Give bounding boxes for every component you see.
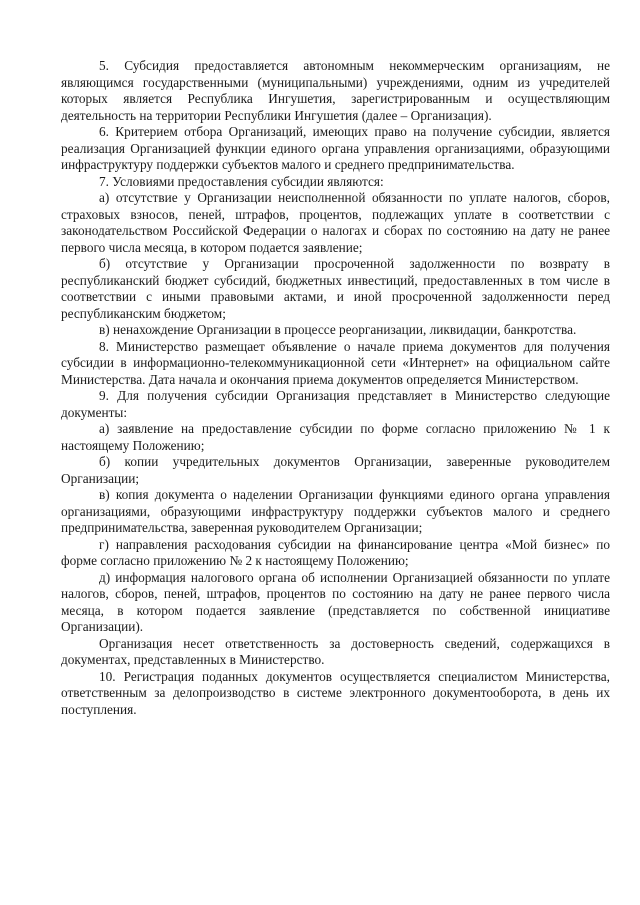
paragraph-item-10: 10. Регистрация поданных документов осуществляется специалистом Министерства, ответственным за делопроизводство в системе электронного документооборота, в день их поступления. xyxy=(61,668,610,717)
paragraph-subitem-9b: б) копии учредительных документов Организации, заверенные руководителем Организации; xyxy=(61,454,610,486)
document-body xyxy=(61,58,610,718)
paragraph-item-7: 7. Условиями предоставления субсидии являются: xyxy=(99,173,384,189)
paragraph-subitem-9g: г) направления расходования субсидии на финансирование центра «Мой бизнес» по форме согласно приложению № 2 к настоящему Положению; xyxy=(61,536,610,568)
paragraph-item-9: 9. Для получения субсидии Организация представляет в Министерство следующие документы: xyxy=(61,388,610,420)
paragraph-item-5: 5. Субсидия предоставляется автономным некоммерческим организациям, не являющимся государственными (муниципальными) учреждениями, одним из учредителей которых является Республика Ингушетия, зарегистрированным и осуществляющим деятельность на территории Республики Ингушетия (далее – Организация). xyxy=(61,58,610,123)
paragraph-subitem-9v: в) копия документа о наделении Организации функциями единого органа управления организациями, образующими инфраструктуру поддержки субъектов малого и среднего предпринимательства, заверенная руководителем Организации; xyxy=(61,487,610,535)
paragraph-subitem-9d: д) информация налогового органа об исполнении Организацией обязанности по уплате налогов, сборов, пеней, штрафов, процентов по состоянию на дату не ранее первого числа месяца, в котором подается заявление (представляется по собственной инициативе Организации). xyxy=(61,569,610,634)
paragraph-subitem-7a: а) отсутствие у Организации неисполненной обязанности по уплате налогов, сборов, страховых взносов, пеней, штрафов, процентов, подлежащих уплате в соответствии с законодательством Российской Федерации о налогах и сборах по состоянию на дату не ранее первого числа месяца, в котором подается заявление; xyxy=(61,190,610,255)
paragraph-responsibility-note: Организация несет ответственность за достоверность сведений, содержащихся в документах, представленных в Министерство. xyxy=(61,635,610,667)
paragraph-subitem-9a: а) заявление на предоставление субсидии по форме согласно приложению № 1 к настоящему Положению; xyxy=(61,421,610,453)
paragraph-subitem-7v: в) ненахождение Организации в процессе реорганизации, ликвидации, банкротства. xyxy=(99,322,577,337)
paragraph-item-8: 8. Министерство размещает объявление о начале приема документов для получения субсидии в информационно-телекоммуникационной сети «Интернет» на официальном сайте Министерства. Дата начала и окончания приема документов определяется Министерством. xyxy=(61,338,610,387)
paragraph-item-6: 6. Критерием отбора Организаций, имеющих право на получение субсидии, является реализация Организацией функции единого органа управления организациями, образующими инфраструктуру поддержки субъектов малого и среднего предпринимательства. xyxy=(61,124,610,172)
paragraph-subitem-7b: б) отсутствие у Организации просроченной задолженности по возврату в республиканский бюджет субсидий, бюджетных инвестиций, предоставленных в том числе в соответствии с иными правовыми актами, и иной просроченной задолженности перед республиканским бюджетом; xyxy=(61,256,610,321)
